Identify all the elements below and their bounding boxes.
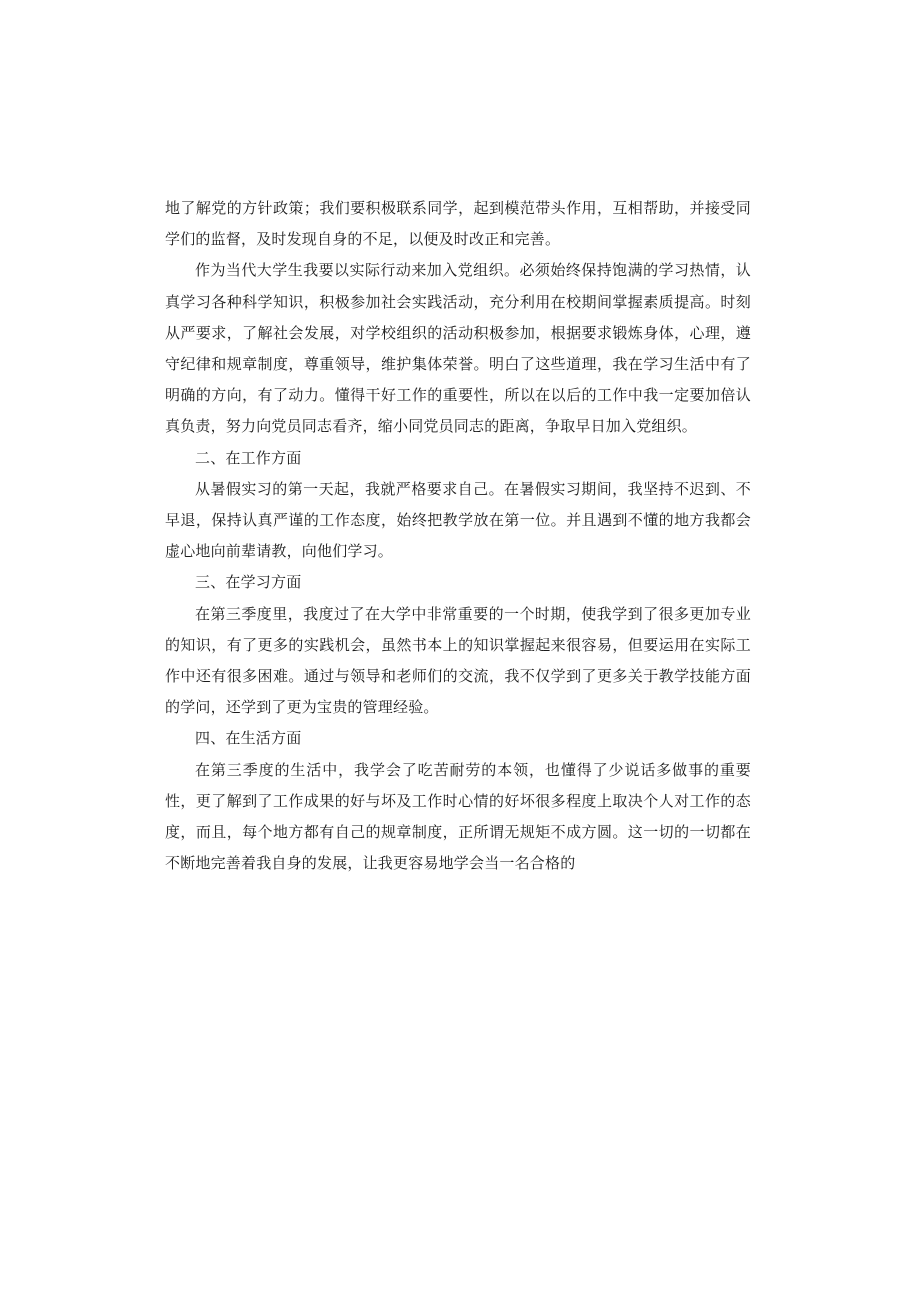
heading-study: 三、在学习方面: [195, 573, 302, 592]
paragraph-party-policy: 地了解党的方针政策；我们要积极联系同学，起到模范带头作用，互相帮助，并接受同学们的监督，及时发现自身的不足，以便及时改正和完善。: [165, 199, 751, 249]
heading-work: 二、在工作方面: [195, 448, 302, 467]
paragraph-join-party: 作为当代大学生我要以实际行动来加入党组织。必须始终保持饱满的学习热情，认真学习各种科学知识，积极参加社会实践活动，充分利用在校期间掌握素质提高。时刻从严要求，了解社会发展，对学校组织的活动积极参加，根据要求锻炼身体，心理，遵守纪律和规章制度，尊重领导，维护集体荣誉。明白了这些道理，我在学习生活中有了明确的方向，有了动力。懂得干好工作的重要性，所以在以后的工作中我一定要加倍认真负责，努力向党员同志看齐，缩小同党员同志的距离，争取早日加入党组织。: [165, 261, 751, 436]
paragraph-life: 在第三季度的生活中，我学会了吃苦耐劳的本领，也懂得了少说话多做事的重要性，更了解到了工作成果的好与坏及工作时心情的好坏很多程度上取决个人对工作的态度，而且，每个地方都有自己的规章制度，正所谓无规矩不成方圆。这一切的一切都在不断地完善着我自身的发展，让我更容易地学会当一名合格的: [165, 760, 751, 873]
paragraph-study: 在第三季度里，我度过了在大学中非常重要的一个时期，使我学到了很多更加专业的知识，有了更多的实践机会，虽然书本上的知识掌握起来很容易，但要运用在实际工作中还有很多困难。通过与领导和老师们的交流，我不仅学到了更多关于教学技能方面的学问，还学到了更为宝贵的管理经验。: [165, 604, 751, 717]
heading-life: 四、在生活方面: [195, 729, 302, 748]
document-page: [165, 193, 751, 879]
paragraph-work: 从暑假实习的第一天起，我就严格要求自己。在暑假实习期间，我坚持不迟到、不早退，保持认真严谨的工作态度，始终把教学放在第一位。并且遇到不懂的地方我都会虚心地向前辈请教，向他们学习。: [165, 479, 751, 561]
